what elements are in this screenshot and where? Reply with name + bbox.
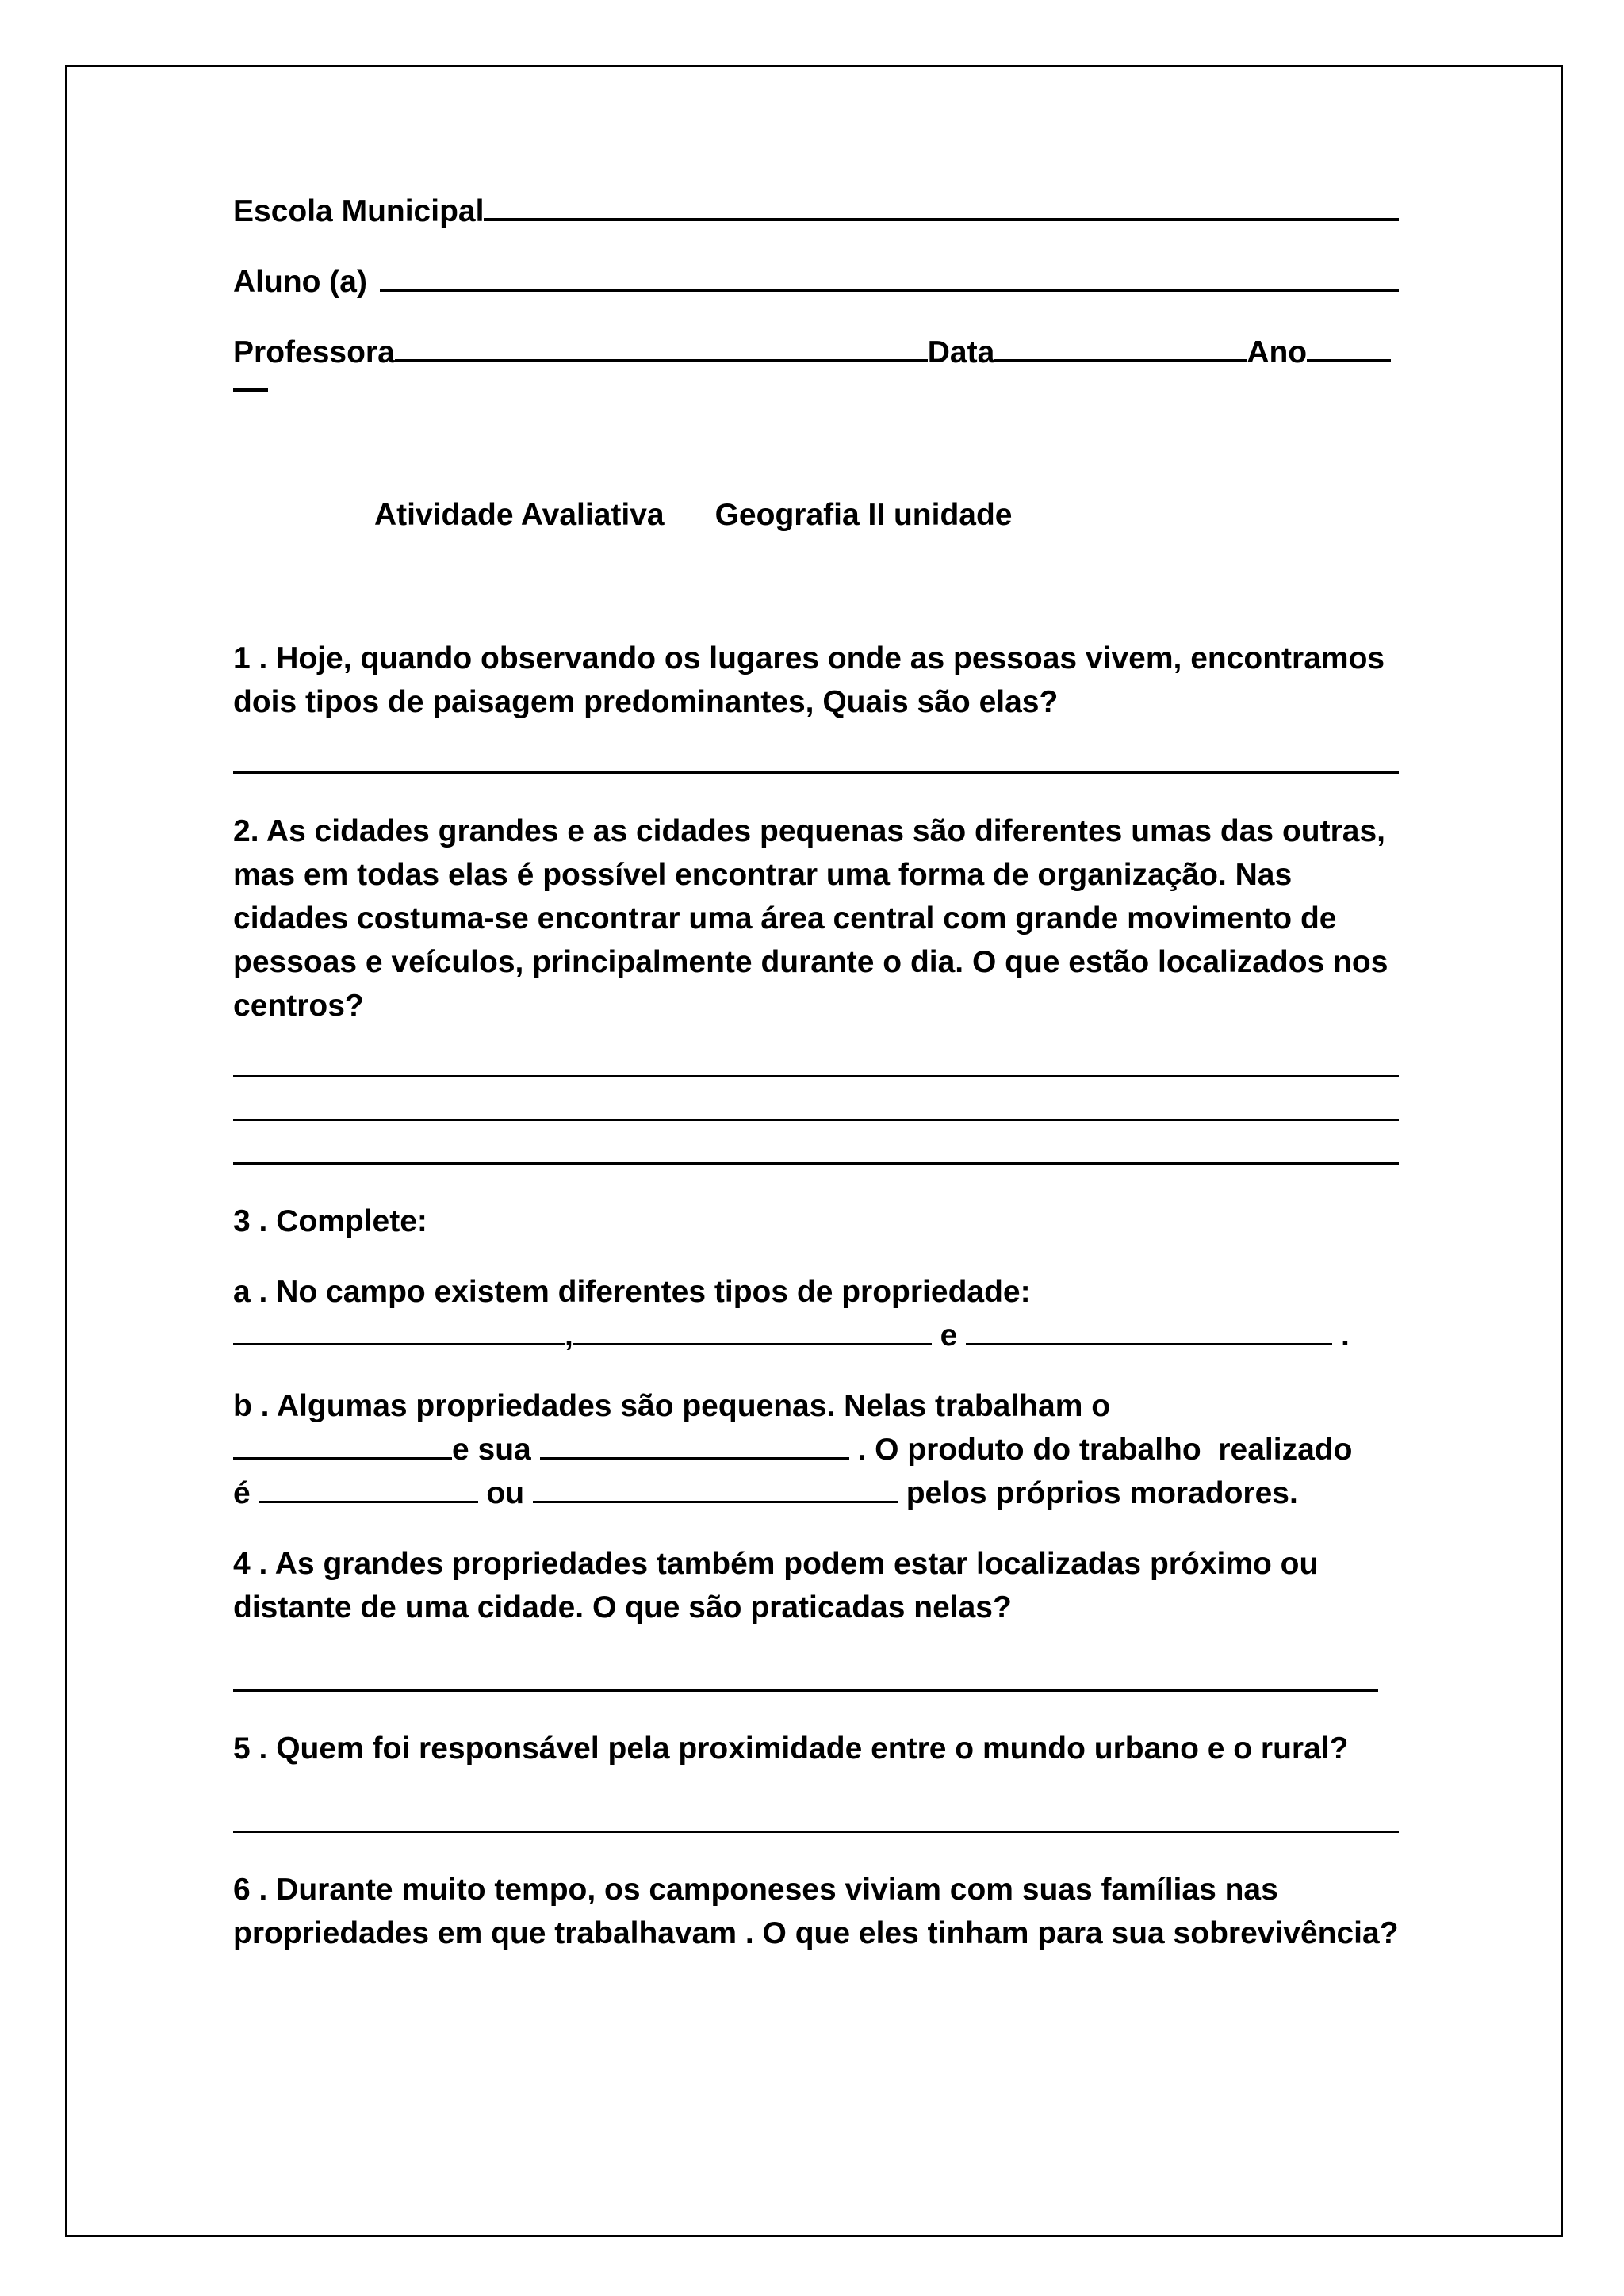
and-3a: e <box>931 1318 967 1353</box>
student-line <box>233 258 1399 302</box>
text-3b-3: é <box>233 1476 259 1510</box>
question-3b-line3 <box>233 1471 1399 1515</box>
text-3b-2: . O produto do trabalho realizado <box>848 1433 1353 1467</box>
answer-line-4[interactable] <box>233 1689 1378 1692</box>
subject-label: Geografia II unidade <box>714 498 1013 532</box>
teacher-line <box>233 329 1399 373</box>
school-label: Escola Municipal <box>233 194 485 228</box>
blank-3b-3[interactable] <box>259 1474 478 1503</box>
blank-3b-4[interactable] <box>533 1474 898 1503</box>
activity-title <box>233 493 1399 537</box>
question-4: 4 . As grandes propriedades também podem estar localizadas próximo ou distante de uma cidade. O que são praticadas nelas? <box>233 1547 1319 1624</box>
date-label: Data <box>927 335 995 369</box>
teacher-field[interactable] <box>395 329 928 362</box>
question-2: 2. As cidades grandes e as cidades pequenas são diferentes umas das outras, mas em todas elas é possível encontrar uma forma de organização. Nas cidades costuma-se encontrar uma área central com grande movimento de pessoas e veículos, principalmente durante o dia. O que estão localizados nos centros? <box>233 814 1388 1023</box>
text-3b-5: pelos próprios moradores. <box>897 1476 1298 1510</box>
school-field[interactable] <box>484 188 1399 221</box>
question-3b: b . Algumas propriedades são pequenas. Nelas trabalham o <box>233 1389 1111 1423</box>
blank-3b-1[interactable] <box>233 1430 452 1460</box>
blank-3b-2[interactable] <box>540 1430 849 1460</box>
teacher-label: Professora <box>233 335 395 369</box>
year-field-continued[interactable] <box>233 373 268 392</box>
blank-3a-2[interactable] <box>573 1316 932 1345</box>
activity-label: Atividade Avaliativa <box>374 498 665 532</box>
answer-line-1[interactable] <box>233 771 1399 774</box>
year-field[interactable] <box>1307 329 1391 362</box>
text-3b-4: ou <box>477 1476 533 1510</box>
blank-3a-1[interactable] <box>233 1316 565 1345</box>
comma-3a: , <box>565 1318 573 1353</box>
question-3a-blanks <box>233 1314 1399 1357</box>
question-1: 1 . Hoje, quando observando os lugares onde as pessoas vivem, encontramos dois tipos de paisagem predominantes, Quais são elas? <box>233 641 1385 719</box>
date-field[interactable] <box>994 329 1247 362</box>
worksheet <box>233 182 1399 1955</box>
student-field[interactable] <box>380 258 1399 292</box>
question-3a: a . No campo existem diferentes tipos de propriedade: <box>233 1275 1031 1309</box>
student-label: Aluno (a) <box>233 265 367 299</box>
question-5: 5 . Quem foi responsável pela proximidade entre o mundo urbano e o rural? <box>233 1732 1349 1766</box>
question-3: 3 . Complete: <box>233 1204 427 1238</box>
question-3b-line2 <box>233 1428 1399 1471</box>
blank-3a-3[interactable] <box>966 1316 1332 1345</box>
text-3b-1: e sua <box>452 1433 540 1467</box>
answer-line-2c[interactable] <box>233 1162 1399 1165</box>
question-6: 6 . Durante muito tempo, os camponeses viviam com suas famílias nas propriedades em que trabalhavam . O que eles tinham para sua sobrevivência? <box>233 1873 1399 1950</box>
answer-line-5[interactable] <box>233 1831 1399 1833</box>
answer-line-2a[interactable] <box>233 1075 1399 1077</box>
year-label: Ano <box>1247 335 1308 369</box>
answer-line-2b[interactable] <box>233 1119 1399 1121</box>
school-line <box>233 188 1399 232</box>
end-3a: . <box>1332 1318 1350 1353</box>
